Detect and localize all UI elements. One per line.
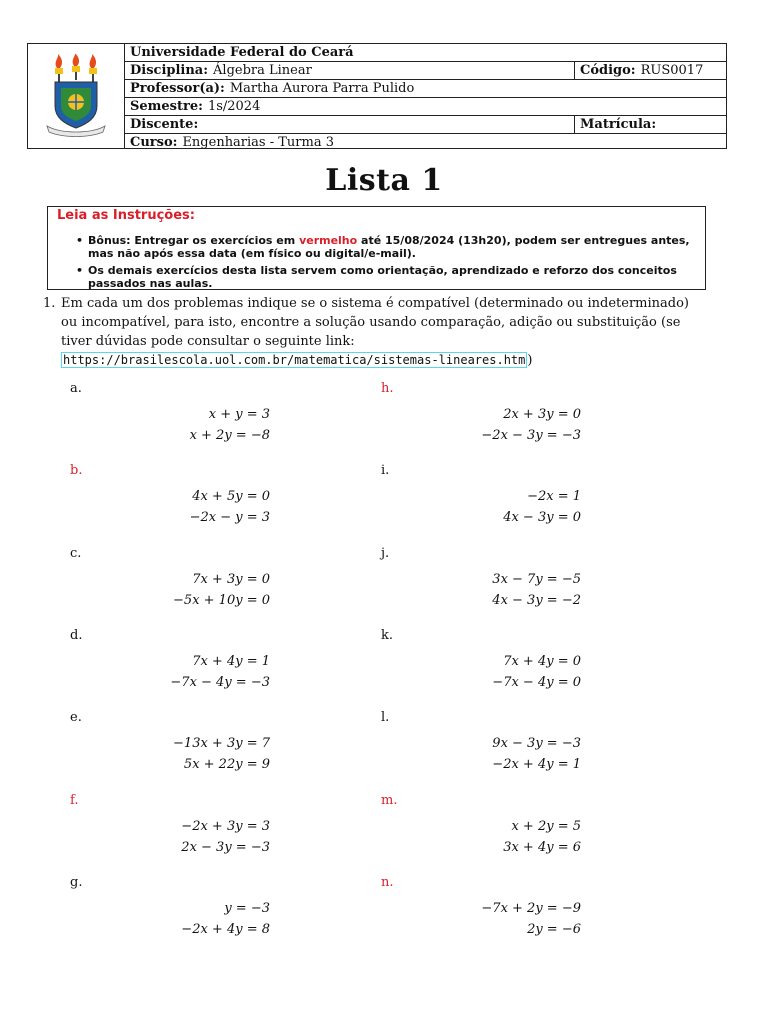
equation-1: −2x + 3y = 3 (181, 818, 270, 834)
highlight-red-word: vermelho (299, 234, 358, 247)
exercise-item (381, 381, 681, 451)
equation-2: −7x − 4y = 0 (492, 674, 581, 690)
exercise-letter: e. (70, 710, 82, 726)
equation-2: 4x − 3y = −2 (492, 592, 581, 608)
exercise-item (70, 628, 370, 698)
equation-2: −2x − y = 3 (189, 510, 270, 526)
equation-1: 4x + 5y = 0 (192, 489, 270, 505)
ufc-seal-icon (41, 54, 111, 138)
row-semestre (125, 98, 726, 116)
row-disciplina (125, 62, 726, 80)
exercise-letter: h. (381, 381, 394, 396)
page-title: Lista 1 (325, 163, 443, 198)
instruction-bonus: • Bônus: Entregar os exercícios em vermelho até 15/08/2024 (13h20), podem ser entregues antes, mas não após essa data (em físico ou digital/e-mail). (76, 234, 697, 260)
exercise-letter: i. (381, 463, 390, 479)
instruction-other: • Os demais exercícios desta lista servem como orientação, aprendizado e reforzo dos conceitos passados nas aulas. (76, 264, 697, 290)
equation-1: y = −3 (224, 900, 270, 916)
exercise-item (70, 546, 370, 616)
logo-cell (28, 44, 125, 148)
exercise-item (381, 710, 681, 780)
university-name: Universidade Federal do Ceará (130, 45, 354, 60)
equation-2: −2x + 4y = 1 (492, 757, 581, 773)
exercise-letter: g. (70, 874, 83, 890)
equation-2: 2y = −6 (527, 921, 581, 937)
disciplina-value: Álgebra Linear (213, 63, 312, 78)
equation-1: 9x − 3y = −3 (492, 736, 581, 752)
discente-label: Discente: (130, 117, 199, 132)
codigo-value: RUS0017 (640, 63, 704, 78)
question-text: Em cada um dos problemas indique se o sistema é compatível (determinado ou indeterminado) ou incompatível, para isto, encontre a solução usando comparação, adição ou substituição (se tiver dúvidas pode consultar o seguinte link: https://brasilescola.uol.com.br/matematica/sistemas-lineares.htm ) (61, 296, 689, 368)
exercise-letter: a. (70, 381, 82, 396)
disciplina-label: Disciplina: (130, 63, 209, 78)
exercise-item (70, 463, 370, 533)
instructions-box (47, 206, 706, 290)
instructions-title: Leia as Instruções: (57, 208, 195, 223)
curso-value: Engenharias - Turma 3 (182, 135, 335, 150)
exercise-item (381, 628, 681, 698)
codigo-label: Código: (580, 63, 636, 78)
equation-1: −7x + 2y = −9 (481, 900, 581, 916)
question-number: 1. (43, 296, 56, 311)
question-1 (43, 294, 703, 370)
equation-1: x + y = 3 (208, 407, 270, 422)
equation-2: 5x + 22y = 9 (183, 757, 270, 773)
equation-2: 2x − 3y = −3 (181, 839, 270, 855)
equation-2: 3x + 4y = 6 (503, 839, 581, 855)
equation-1: 7x + 4y = 0 (503, 653, 581, 669)
semestre-label: Semestre: (130, 99, 203, 114)
exercise-item (381, 875, 681, 945)
equation-2: −2x − 3y = −3 (481, 428, 581, 443)
equation-1: 7x + 3y = 0 (192, 571, 270, 587)
exercise-letter: n. (381, 874, 394, 890)
exercise-item (70, 793, 370, 863)
exercise-letter: b. (70, 463, 83, 479)
brasilescola-link[interactable]: https://brasilescola.uol.com.br/matematica/sistemas-lineares.htm (63, 353, 526, 367)
exercise-letter: j. (381, 545, 390, 561)
equation-1: 7x + 4y = 1 (192, 653, 270, 669)
instructions-list (76, 234, 697, 294)
exercise-letter: m. (381, 792, 398, 808)
equation-2: x + 2y = −8 (189, 428, 270, 443)
equation-2: −7x − 4y = −3 (170, 674, 270, 690)
exercise-item (381, 793, 681, 863)
exercise-item (70, 875, 370, 945)
equation-1: x + 2y = 5 (511, 818, 581, 834)
equation-1: 3x − 7y = −5 (492, 571, 581, 587)
header-table (27, 43, 727, 149)
exercise-letter: l. (381, 710, 390, 726)
row-discente (125, 116, 726, 134)
matricula-label: Matrícula: (580, 117, 657, 132)
row-university (125, 44, 726, 62)
header-rows (125, 44, 726, 148)
equation-2: −5x + 10y = 0 (173, 592, 270, 608)
equation-2: −2x + 4y = 8 (181, 921, 270, 937)
professor-value: Martha Aurora Parra Pulido (229, 81, 415, 96)
exercise-item (70, 710, 370, 780)
curso-label: Curso: (130, 135, 178, 150)
exercise-letter: f. (70, 792, 79, 808)
row-curso (125, 134, 726, 151)
semestre-value: 1s/2024 (207, 99, 261, 114)
professor-label: Professor(a): (130, 81, 225, 96)
exercise-item (381, 463, 681, 533)
equation-1: 2x + 3y = 0 (503, 407, 581, 422)
equation-2: 4x − 3y = 0 (503, 510, 581, 526)
equation-1: −2x = 1 (527, 489, 581, 505)
exercise-letter: c. (70, 545, 82, 561)
exercise-letter: d. (70, 627, 83, 643)
exercise-item (381, 546, 681, 616)
row-professor (125, 80, 726, 98)
equation-1: −13x + 3y = 7 (173, 736, 270, 752)
exercise-letter: k. (381, 627, 394, 643)
exercise-item (70, 381, 370, 451)
